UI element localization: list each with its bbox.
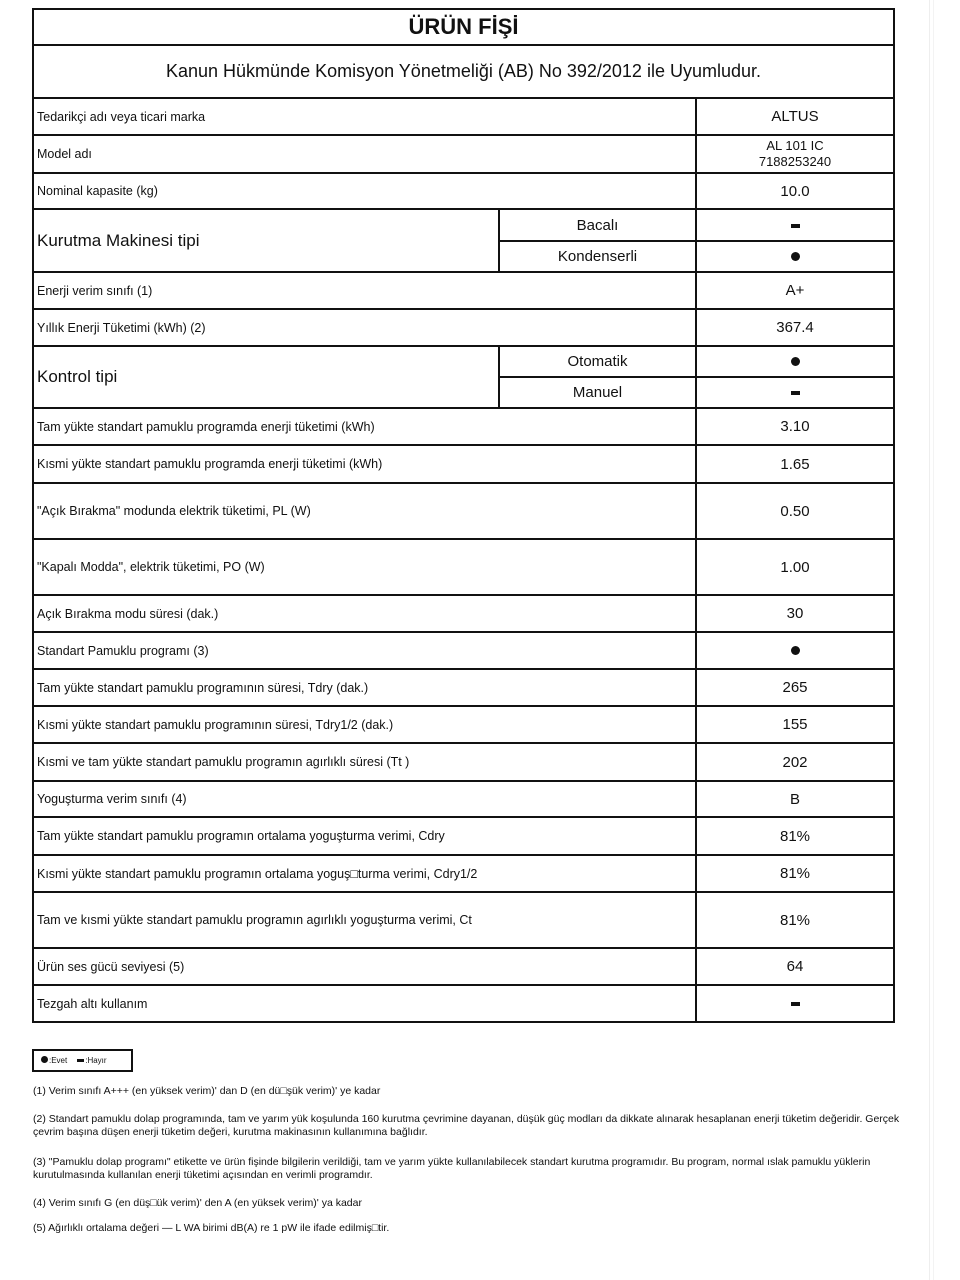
- sound-power-value: 64: [696, 948, 894, 985]
- legend-box: [32, 1049, 133, 1072]
- table-row: [33, 948, 894, 985]
- table-row: [33, 669, 894, 706]
- weighted-condensation-label: Tam ve kısmi yükte standart pamuklu programın agırlıklı yoguşturma verimi, Ct: [33, 892, 696, 948]
- partial-load-condensation-value: 81%: [696, 855, 894, 892]
- footnote-1: (1) Verim sınıfı A+++ (en yüksek verim)' dan D (en dü□şük verim)' ye kadar: [33, 1085, 381, 1097]
- table-row: [33, 892, 894, 948]
- model-label: Model adı: [33, 135, 696, 173]
- table-row: [33, 706, 894, 743]
- partial-load-energy-label: Kısmi yükte standart pamuklu programda enerji tüketimi (kWh): [33, 445, 696, 483]
- supplier-value: ALTUS: [696, 98, 894, 135]
- footnotes: [33, 1085, 913, 1235]
- yes-dot-icon: [41, 1056, 48, 1063]
- footnote-2: (2) Standart pamuklu dolap programında, tam ve yarım yük koşulunda 160 kurutma çevrimine dayanan, düşük güç modları da dikkate alınarak hesaplanan enerji tüketim değeridir. Gerçek çevrim başına düşen enerji tüketim değeri, kurutma makinasının kullanımına bağlıdır.: [33, 1113, 900, 1138]
- control-type-automatic-label: Otomatik: [499, 346, 696, 377]
- weighted-duration-label: Kısmi ve tam yükte standart pamuklu programın agırlıklı süresi (Tt ): [33, 743, 696, 781]
- partial-load-duration-value: 155: [696, 706, 894, 743]
- table-row: [33, 817, 894, 855]
- table-row: [33, 272, 894, 309]
- table-row: [33, 483, 894, 539]
- supplier-label: Tedarikçi adı veya ticari marka: [33, 98, 696, 135]
- no-dash-icon: [791, 224, 800, 228]
- full-load-energy-label: Tam yükte standart pamuklu programda enerji tüketimi (kWh): [33, 408, 696, 445]
- regulation-subtitle: Kanun Hükmünde Komisyon Yönetmeliği (AB) No 392/2012 ile Uyumludur.: [33, 45, 894, 98]
- energy-class-value: A+: [696, 272, 894, 309]
- full-load-duration-label: Tam yükte standart pamuklu programının süresi, Tdry (dak.): [33, 669, 696, 706]
- condensation-class-label: Yoguşturma verim sınıfı (4): [33, 781, 696, 817]
- footnote-5: (5) Ağırlıklı ortalama değeri — L WA birimi dB(A) re 1 pW ile ifade edilmiş□tir.: [33, 1222, 390, 1234]
- table-row: [33, 595, 894, 632]
- left-on-duration-label: Açık Bırakma modu süresi (dak.): [33, 595, 696, 632]
- weighted-duration-value: 202: [696, 743, 894, 781]
- table-row: [33, 743, 894, 781]
- condensation-class-value: B: [696, 781, 894, 817]
- weighted-condensation-value: 81%: [696, 892, 894, 948]
- table-row: [33, 98, 894, 135]
- partial-load-energy-value: 1.65: [696, 445, 894, 483]
- legend-yes: :Evet: [41, 1056, 67, 1065]
- table-row: [33, 408, 894, 445]
- annual-energy-value: 367.4: [696, 309, 894, 346]
- table-row: [33, 539, 894, 595]
- footnote-3: (3) "Pamuklu dolap programı" etikette ve ürün fişinde bilgilerin verildiği, tam ve yarım yükte kullanılabilecek standart kurutma programıdır. Bu program, normal ıslak pamuklu yüklerin kurutulmasında kullanılan enerji tüketimi açısından en verimli programdır.: [33, 1156, 871, 1181]
- standard-cotton-label: Standart Pamuklu programı (3): [33, 632, 696, 669]
- table-row: [33, 209, 894, 241]
- built-in-label: Tezgah altı kullanım: [33, 985, 696, 1022]
- table-row: [33, 985, 894, 1022]
- off-mode-power-label: "Kapalı Modda", elektrik tüketimi, PO (W): [33, 539, 696, 595]
- no-dash-icon: [77, 1059, 84, 1062]
- annual-energy-label: Yıllık Enerji Tüketimi (kWh) (2): [33, 309, 696, 346]
- no-dash-icon: [791, 391, 800, 395]
- table-row: [33, 781, 894, 817]
- page-title: ÜRÜN FİŞİ: [33, 9, 894, 45]
- model-value: [696, 135, 894, 173]
- off-mode-power-value: 1.00: [696, 539, 894, 595]
- table-row: [33, 135, 894, 173]
- sound-power-label: Ürün ses gücü seviyesi (5): [33, 948, 696, 985]
- partial-load-condensation-label: Kısmi yükte standart pamuklu programın ortalama yoguş□turma verimi, Cdry1/2: [33, 855, 696, 892]
- table-row: [33, 346, 894, 377]
- model-name: AL 101 IC: [766, 138, 824, 153]
- full-load-condensation-value: 81%: [696, 817, 894, 855]
- table-row: [33, 855, 894, 892]
- yes-dot-icon: [791, 646, 800, 655]
- table-row: [33, 309, 894, 346]
- control-type-manual-label: Manuel: [499, 377, 696, 408]
- footnote-4: (4) Verim sınıfı G (en düş□ük verim)' den A (en yüksek verim)' ya kadar: [33, 1197, 362, 1209]
- legend-no: :Hayır: [77, 1056, 106, 1065]
- left-on-duration-value: 30: [696, 595, 894, 632]
- page-edge: [929, 0, 934, 1280]
- full-load-condensation-label: Tam yükte standart pamuklu programın ortalama yoguşturma verimi, Cdry: [33, 817, 696, 855]
- capacity-value: 10.0: [696, 173, 894, 209]
- dryer-type-condenser-label: Kondenserli: [499, 241, 696, 272]
- left-on-power-value: 0.50: [696, 483, 894, 539]
- model-code: 7188253240: [758, 154, 832, 169]
- control-type-label: Kontrol tipi: [33, 346, 499, 408]
- table-row: [33, 632, 894, 669]
- fiche-table: [32, 8, 895, 1023]
- table-row: [33, 445, 894, 483]
- energy-class-label: Enerji verim sınıfı (1): [33, 272, 696, 309]
- yes-dot-icon: [791, 357, 800, 366]
- dryer-type-label: Kurutma Makinesi tipi: [33, 209, 499, 272]
- yes-dot-icon: [791, 252, 800, 261]
- no-dash-icon: [791, 1002, 800, 1006]
- table-row: [33, 173, 894, 209]
- full-load-energy-value: 3.10: [696, 408, 894, 445]
- full-load-duration-value: 265: [696, 669, 894, 706]
- partial-load-duration-label: Kısmi yükte standart pamuklu programının süresi, Tdry1/2 (dak.): [33, 706, 696, 743]
- left-on-power-label: "Açık Bırakma" modunda elektrik tüketimi, PL (W): [33, 483, 696, 539]
- capacity-label: Nominal kapasite (kg): [33, 173, 696, 209]
- dryer-type-vented-label: Bacalı: [499, 209, 696, 241]
- product-fiche: [32, 8, 893, 1023]
